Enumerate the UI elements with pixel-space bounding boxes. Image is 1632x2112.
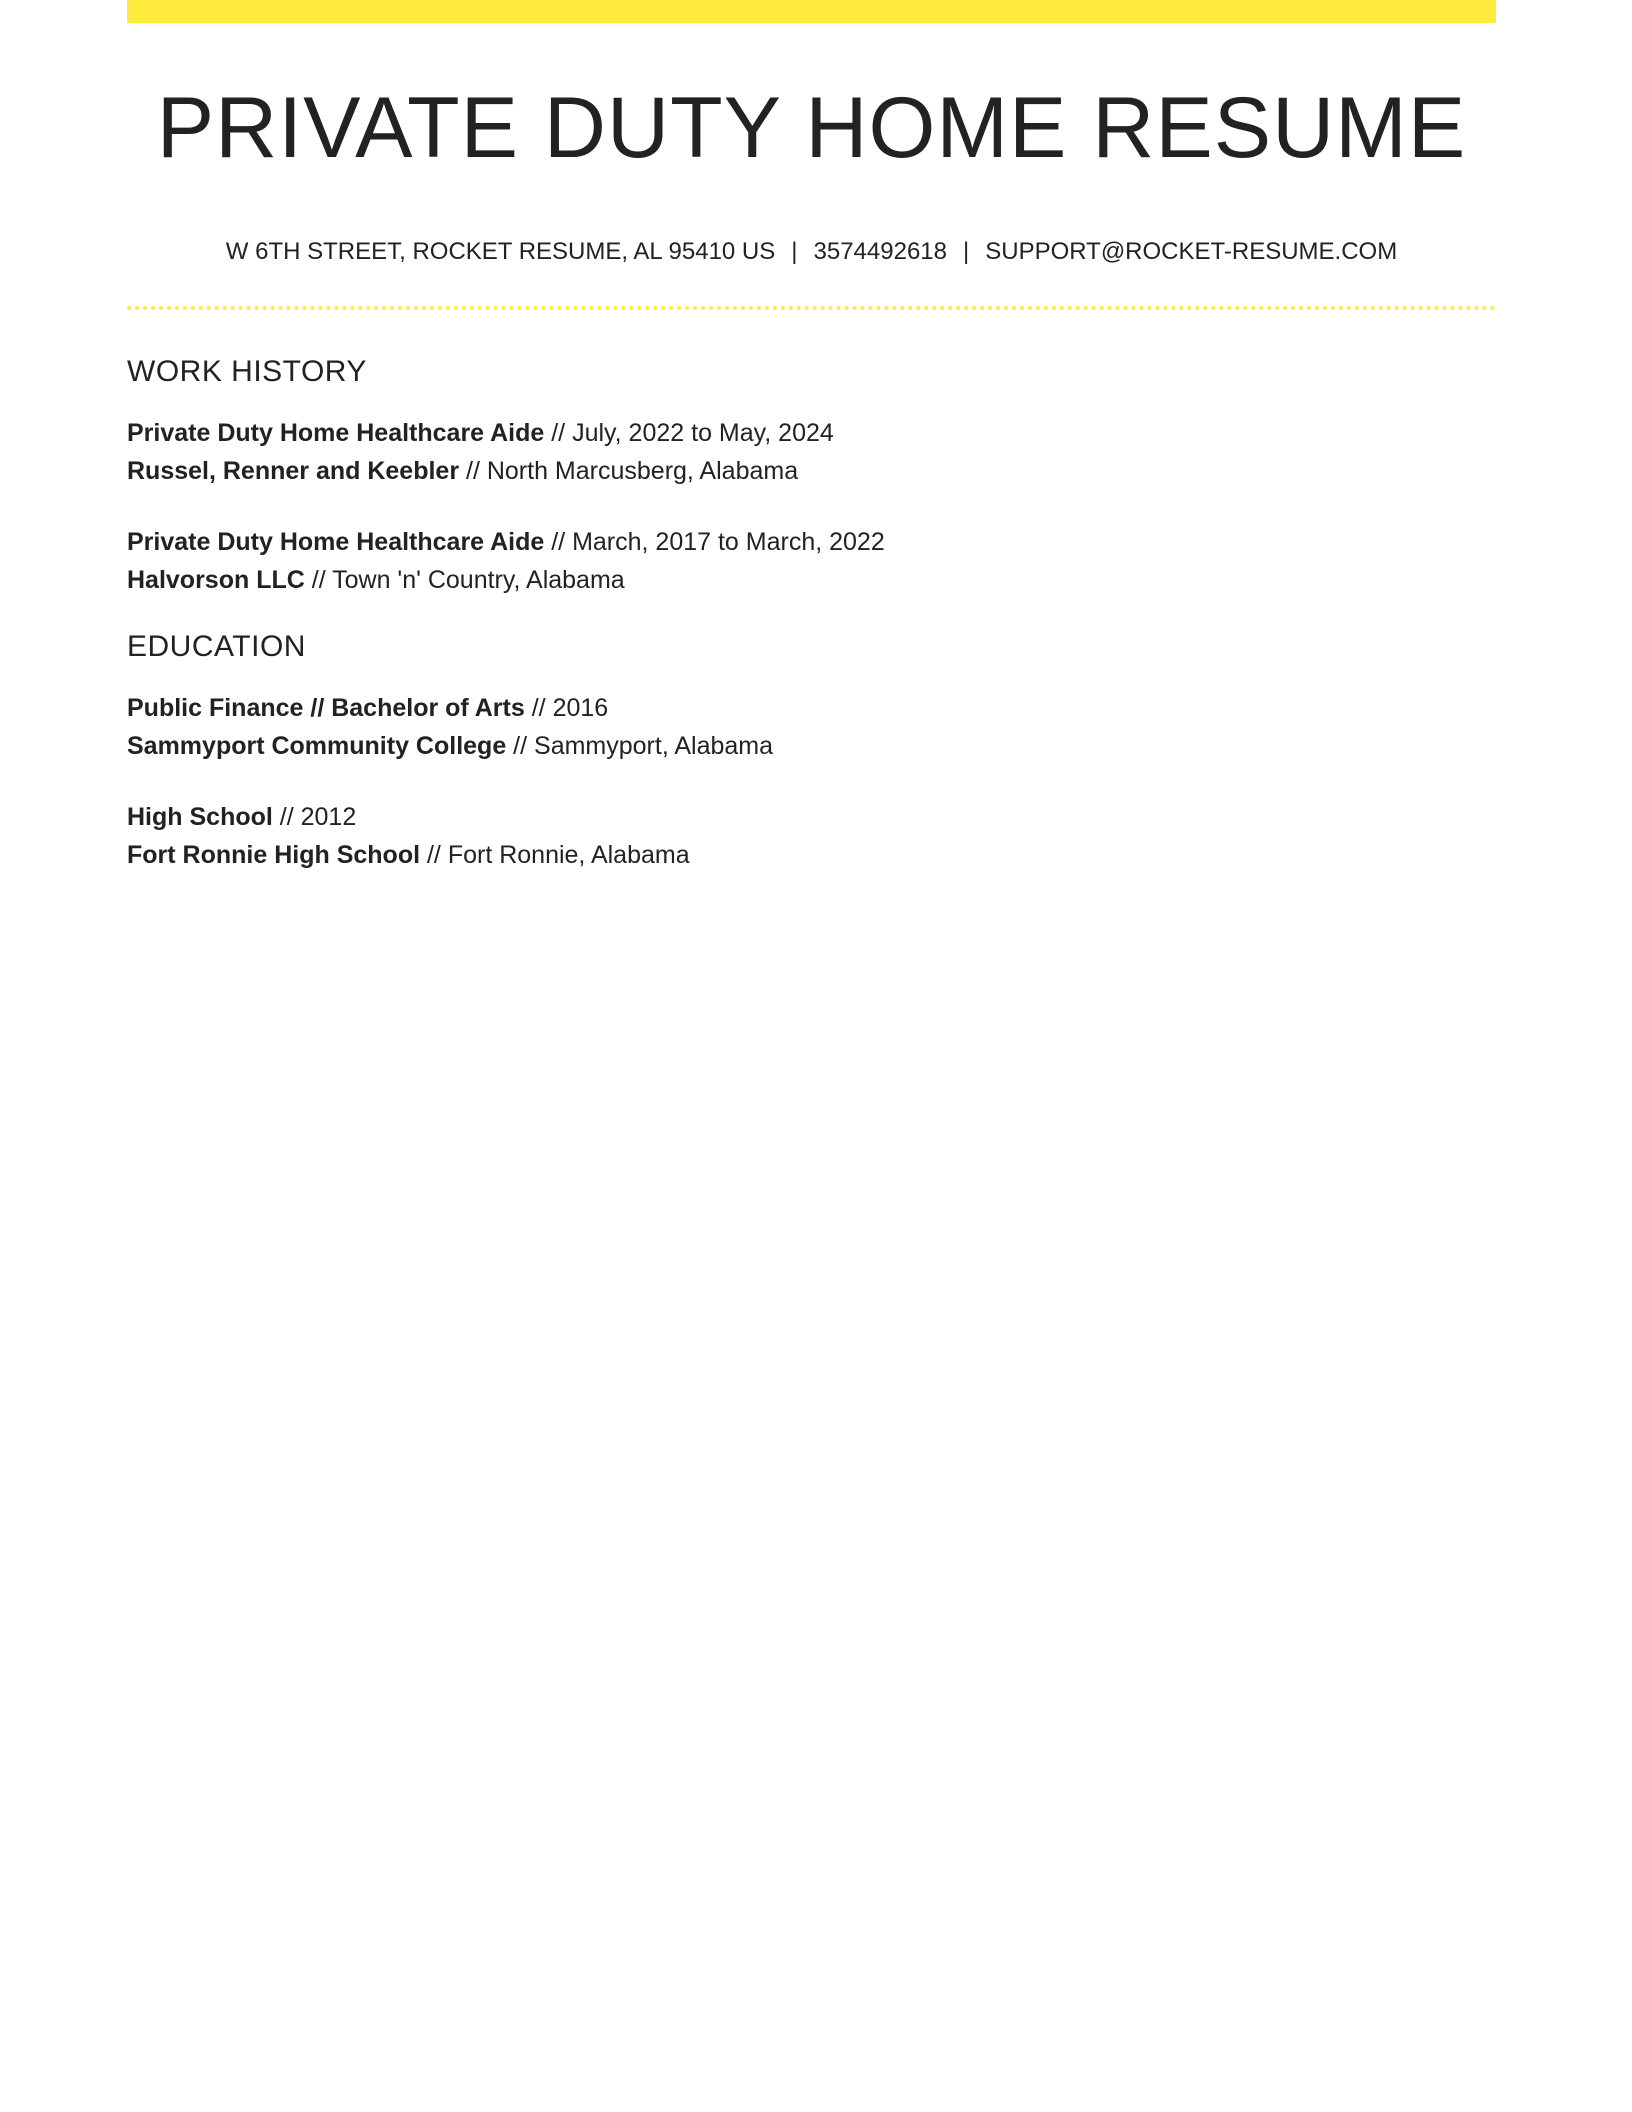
school-location: // Sammyport, Alabama: [506, 732, 774, 760]
school-line: [127, 836, 690, 874]
school-line: [127, 727, 773, 765]
job-location: // Town 'n' Country, Alabama: [304, 566, 625, 594]
job-company-line: [127, 452, 834, 490]
job-dates: // July, 2022 to May, 2024: [544, 419, 834, 447]
degree-line: [127, 798, 690, 836]
resume-title: PRIVATE DUTY HOME RESUME: [156, 80, 1467, 176]
job-title: Private Duty Home Healthcare Aide: [127, 419, 545, 447]
degree: High School: [127, 803, 273, 831]
degree-line: [127, 689, 773, 727]
education-heading: EDUCATION: [127, 630, 306, 663]
school: Fort Ronnie High School: [127, 841, 421, 869]
degree-year: // 2012: [272, 803, 357, 831]
job-title-line: [127, 523, 885, 561]
education-entry: [127, 798, 690, 874]
work-entry: [127, 523, 885, 599]
contact-separator: |: [791, 238, 798, 265]
job-company-line: [127, 561, 885, 599]
top-accent-bar: [127, 0, 1496, 23]
job-title-line: [127, 414, 834, 452]
contact-email: SUPPORT@ROCKET-RESUME.COM: [985, 238, 1398, 265]
job-company: Russel, Renner and Keebler: [127, 457, 460, 485]
degree-year: // 2016: [524, 694, 609, 722]
job-dates: // March, 2017 to March, 2022: [544, 528, 885, 556]
job-company: Halvorson LLC: [127, 566, 305, 594]
contact-separator: |: [963, 238, 970, 265]
dotted-divider: [127, 306, 1496, 310]
school-location: // Fort Ronnie, Alabama: [420, 841, 690, 869]
degree: Public Finance // Bachelor of Arts: [127, 694, 525, 722]
job-title: Private Duty Home Healthcare Aide: [127, 528, 545, 556]
work-entry: [127, 414, 834, 490]
job-location: // North Marcusberg, Alabama: [459, 457, 799, 485]
contact-line: [127, 236, 1496, 268]
school: Sammyport Community College: [127, 732, 507, 760]
work-history-heading: WORK HISTORY: [127, 355, 367, 388]
contact-address: W 6TH STREET, ROCKET RESUME, AL 95410 US: [225, 238, 776, 265]
education-entry: [127, 689, 773, 765]
contact-phone: 3574492618: [813, 238, 947, 265]
